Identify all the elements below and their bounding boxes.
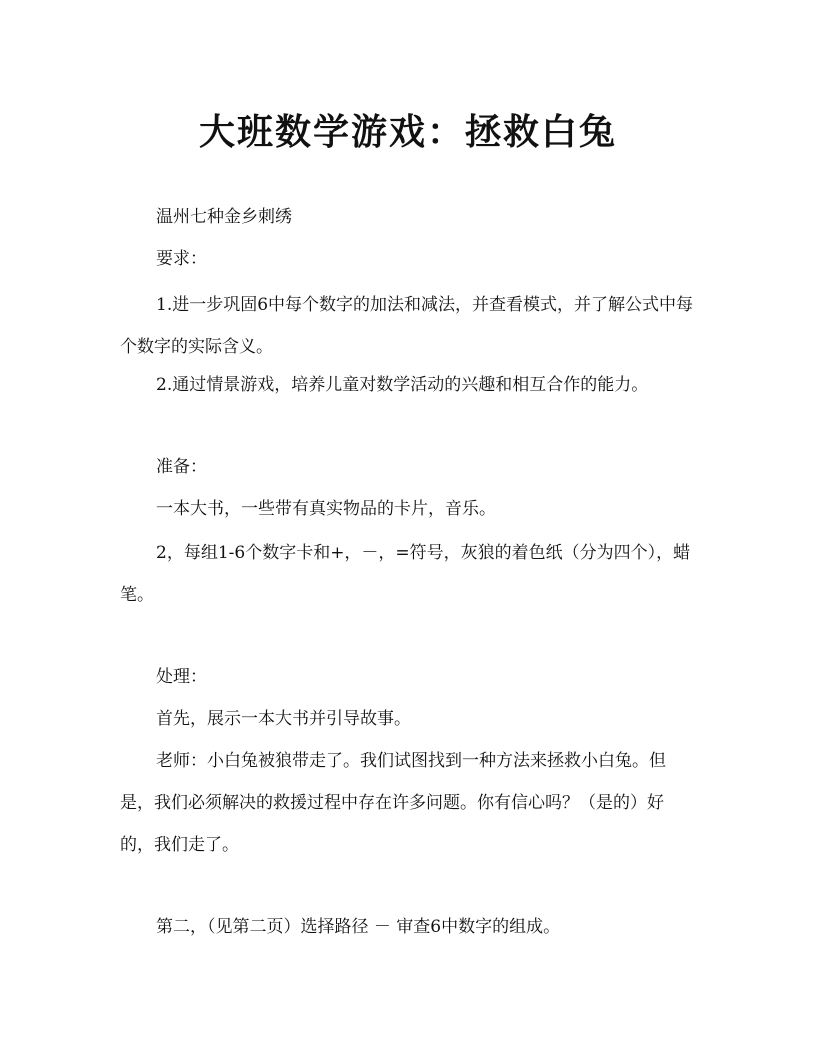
author-line: 温州七种金乡刺绣 — [156, 207, 292, 227]
preparation-item-2: 2，每组1-6个数字卡和+，－，=符号，灰狼的着色纸（分为四个），蜡笔。 — [120, 543, 691, 605]
section-heading-preparation: 准备： — [156, 457, 207, 477]
process-step-1: 首先，展示一本大书并引导故事。 — [156, 709, 411, 729]
process-step-2: 第二，（见第二页）选择路径 － 审查6中数字的组成。 — [156, 917, 561, 937]
requirement-item-2: 2.通过情景游戏，培养儿童对数学活动的兴趣和相互合作的能力。 — [156, 375, 649, 395]
document-title: 大班数学游戏：拯救白兔 — [198, 111, 617, 153]
preparation-item-1: 一本大书，一些带有真实物品的卡片，音乐。 — [156, 499, 496, 519]
section-heading-requirements: 要求： — [156, 249, 207, 269]
teacher-dialogue: 老师：小白兔被狼带走了。我们试图找到一种方法来拯救小白兔。但是，我们必须解决的救援过程中存在许多问题。你有信心吗？（是的）好的，我们走了。 — [120, 751, 666, 855]
section-heading-process: 处理： — [156, 667, 207, 687]
requirement-item-1: 1.进一步巩固6中每个数字的加法和减法，并查看模式，并了解公式中每个数字的实际含义。 — [120, 295, 694, 357]
